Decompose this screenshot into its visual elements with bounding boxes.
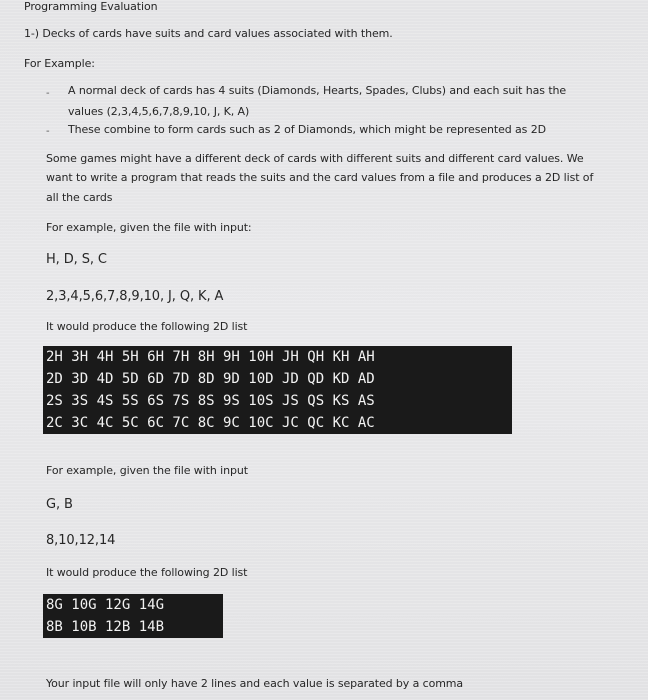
bullet-2-line-1: These combine to form cards such as 2 of Diamonds, which might be represented as 2D (68, 123, 546, 136)
question-title: 1-) Decks of cards have suits and card values associated with them. (24, 27, 393, 40)
example-1-result-intro: It would produce the following 2D list (46, 320, 248, 333)
for-example-label: For Example: (24, 57, 95, 70)
example-1-intro: For example, given the file with input: (46, 221, 252, 234)
output-row: 2D 3D 4D 5D 6D 7D 8D 9D 10D JD QD KD AD (46, 371, 375, 387)
example-2-output-list (43, 594, 223, 638)
output-row: 8G 10G 12G 14G (46, 597, 165, 613)
example-2-result-intro: It would produce the following 2D list (46, 566, 248, 579)
example-2-intro: For example, given the file with input (46, 464, 248, 477)
bullet-dash-icon: - (46, 126, 50, 137)
example-1-output-list (43, 346, 512, 434)
output-row: 8B 10B 12B 14B (46, 619, 165, 635)
description-line: Some games might have a different deck of cards with different suits and different card values. We (46, 152, 584, 165)
output-row: 2H 3H 4H 5H 6H 7H 8H 9H 10H JH QH KH AH (46, 349, 375, 365)
example-1-suits: H, D, S, C (46, 252, 107, 267)
example-2-values: 8,10,12,14 (46, 533, 116, 548)
output-row: 2S 3S 4S 5S 6S 7S 8S 9S 10S JS QS KS AS (46, 393, 375, 409)
description-line: all the cards (46, 191, 113, 204)
page-title: Programming Evaluation (24, 0, 158, 13)
input-file-note: Your input file will only have 2 lines and each value is separated by a comma (46, 677, 464, 690)
bullet-1-line-2: values (2,3,4,5,6,7,8,9,10, J, K, A) (68, 105, 250, 118)
example-2-suits: G, B (46, 497, 73, 512)
description-line: want to write a program that reads the suits and the card values from a file and produces a 2D list of (46, 171, 594, 184)
example-1-values: 2,3,4,5,6,7,8,9,10, J, Q, K, A (46, 289, 224, 304)
bullet-1-line-1: A normal deck of cards has 4 suits (Diamonds, Hearts, Spades, Clubs) and each suit has the (68, 84, 567, 97)
bullet-dash-icon: - (46, 88, 50, 99)
output-row: 2C 3C 4C 5C 6C 7C 8C 9C 10C JC QC KC AC (46, 415, 375, 431)
